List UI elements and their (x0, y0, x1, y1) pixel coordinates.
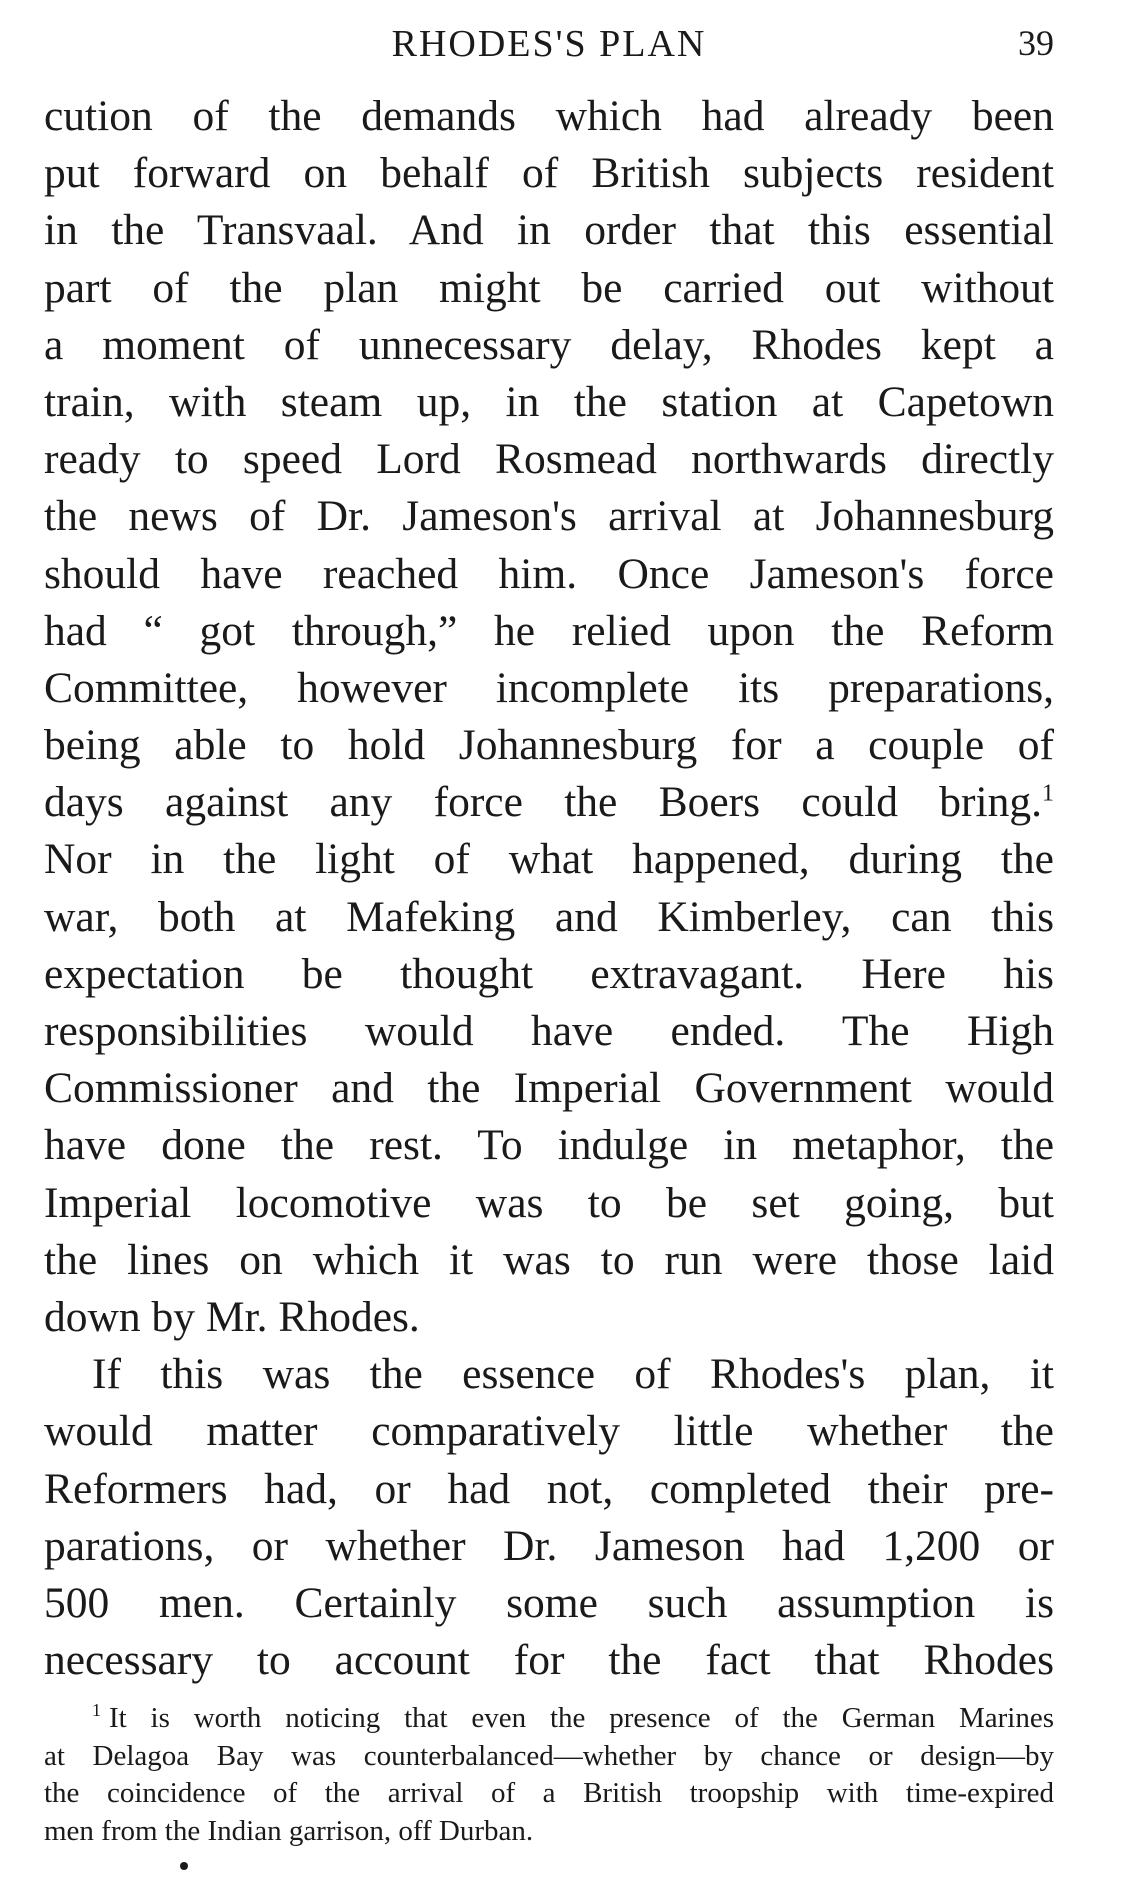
footnote-mark: 1 (92, 1700, 101, 1721)
text-line-with-note (44, 774, 1054, 831)
text-line: had “ got through,” he relied upon the Reform (44, 606, 1054, 655)
text-line: cution of the demands which had already been (44, 92, 1054, 140)
text-line: the news of Dr. Jameson's arrival at Johannesburg (44, 492, 1054, 541)
text-line: responsibilities would have ended. The High (44, 1007, 1054, 1055)
printer-mark-dot (180, 1862, 188, 1870)
text-line: Imperial locomotive was to be set going, but (44, 1178, 1054, 1227)
footnote-line (44, 1700, 1054, 1738)
text-line: 500 men. Certainly some such assumption is (44, 1578, 1054, 1627)
text-line: Nor in the light of what happened, during the (44, 835, 1054, 884)
running-head (44, 22, 1054, 66)
text-line: would matter comparatively little whether the (44, 1407, 1054, 1456)
paragraph-end-line: down by Mr. Rhodes. (44, 1292, 420, 1341)
body-text (44, 88, 1054, 1689)
text-line: Committee, however incomplete its preparations, (44, 663, 1054, 712)
text-line: train, with steam up, in the station at Capetown (44, 377, 1054, 426)
text-line: necessary to account for the fact that Rhodes (44, 1636, 1054, 1685)
text-line: days against any force the Boers could bring. (44, 778, 1042, 827)
text-line: expectation be thought extravagant. Here his (44, 949, 1054, 998)
text-line: being able to hold Johannesburg for a couple of (44, 721, 1054, 770)
footnote-line: at Delagoa Bay was counterbalanced—whether by chance or design—by (44, 1739, 1054, 1772)
text-line: Reformers had, or had not, completed their pre- (44, 1464, 1054, 1513)
footnote-reference[interactable]: 1 (1042, 780, 1054, 807)
text-line: put forward on behalf of British subjects resident (44, 149, 1054, 198)
page-number: 39 (1018, 23, 1054, 63)
text-line: ready to speed Lord Rosmead northwards directly (44, 435, 1054, 484)
text-line: part of the plan might be carried out without (44, 263, 1054, 312)
text-line: Commissioner and the Imperial Government would (44, 1064, 1054, 1113)
text-line: war, both at Mafeking and Kimberley, can this (44, 892, 1054, 941)
text-line: in the Transvaal. And in order that this essential (44, 206, 1054, 255)
footnote-line: the coincidence of the arrival of a British troopship with time-expired (44, 1777, 1054, 1809)
paragraph-start-line: If this was the essence of Rhodes's plan, it (92, 1350, 1054, 1399)
running-title: RHODES'S PLAN (391, 23, 707, 65)
footnote-text: It is worth noticing that even the presence of the German Marines (109, 1702, 1054, 1734)
footnote (44, 1700, 1054, 1850)
footnote-line: men from the Indian garrison, off Durban. (44, 1814, 534, 1847)
text-line: the lines on which it was to run were those laid (44, 1235, 1054, 1284)
text-line: parations, or whether Dr. Jameson had 1,200 or (44, 1521, 1054, 1570)
text-line: should have reached him. Once Jameson's force (44, 549, 1054, 598)
text-line: have done the rest. To indulge in metaphor, the (44, 1121, 1054, 1170)
text-line: a moment of unnecessary delay, Rhodes kept a (44, 320, 1054, 369)
